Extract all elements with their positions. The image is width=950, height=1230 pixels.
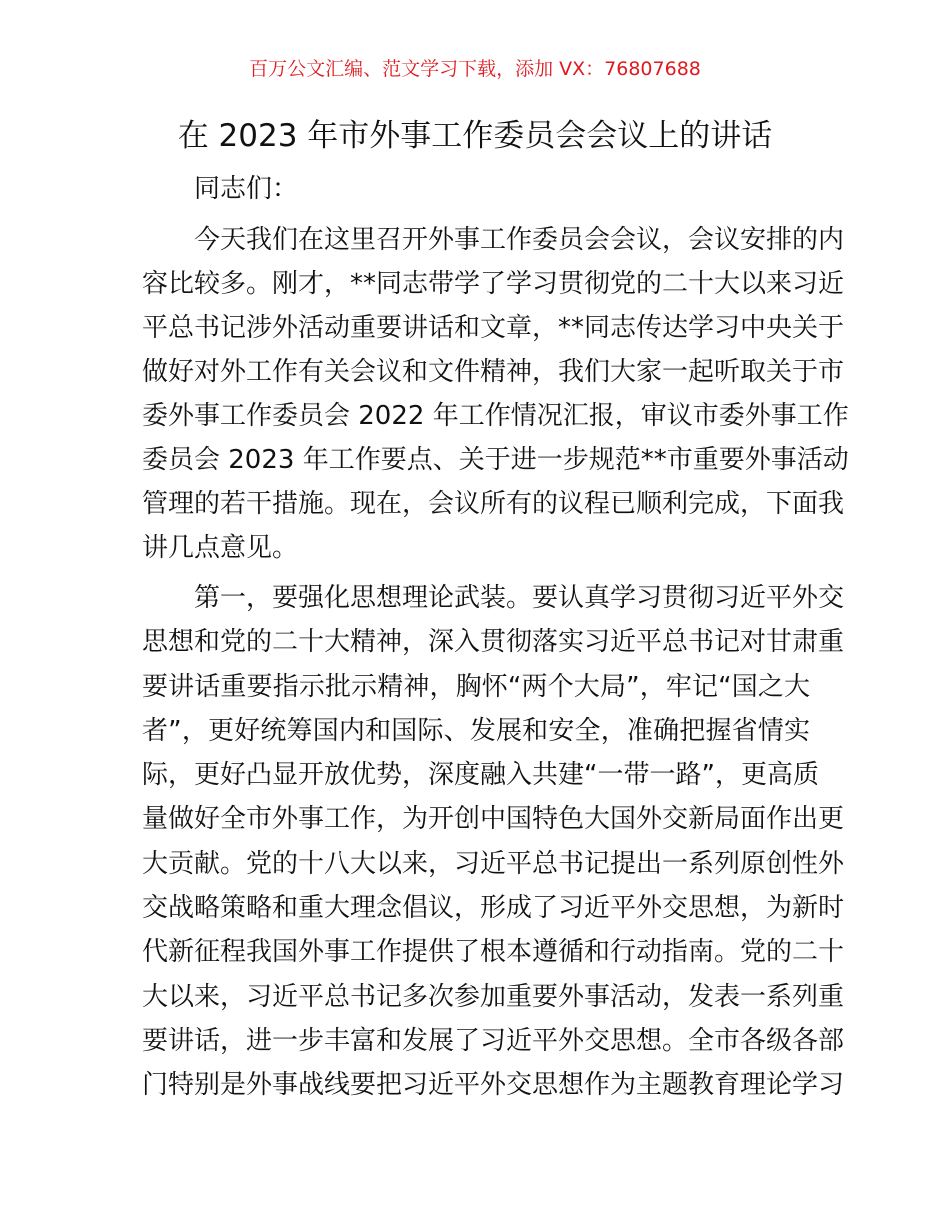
paragraph-line: 交战略策略和重大理念倡议，形成了习近平外交思想，为新时 — [142, 893, 845, 924]
paragraph-line: 者”，更好统筹国内和国际、发展和安全，准确把握省情实 — [142, 715, 810, 746]
paragraph-line: 量做好全市外事工作，为开创中国特色大国外交新局面作出更 — [142, 804, 845, 835]
watermark-header: 百万公文汇编、范文学习下载，添加 VX：76807688 — [249, 58, 701, 80]
paragraph-line: 讲几点意见。 — [142, 533, 299, 563]
paragraph-line: 容比较多。刚才，**同志带学了学习贯彻党的二十大以来习近 — [142, 269, 845, 299]
paragraph-line: 思想和党的二十大精神，深入贯彻落实习近平总书记对甘肃重 — [142, 627, 845, 658]
paragraph-line: 第一，要强化思想理论武装。要认真学习贯彻习近平外交 — [194, 583, 845, 613]
paragraph-line: 管理的若干措施。现在，会议所有的议程已顺利完成，下面我 — [142, 489, 845, 519]
paragraph-1 — [142, 218, 849, 570]
salutation-text: 同志们： — [194, 174, 299, 204]
paragraph-line: 大贡献。党的十八大以来，习近平总书记提出一系列原创性外 — [142, 848, 845, 879]
paragraph-line: 平总书记涉外活动重要讲话和文章，**同志传达学习中央关于 — [142, 313, 845, 343]
paragraph-line: 门特别是外事战线要把习近平外交思想作为主题教育理论学习 — [142, 1070, 845, 1101]
paragraph-line: 大以来，习近平总书记多次参加重要外事活动，发表一系列重 — [142, 981, 845, 1012]
paragraph-line: 要讲话重要指示批示精神，胸怀“两个大局”，牢记“国之大 — [142, 671, 810, 702]
paragraph-line: 委外事工作委员会 2022 年工作情况汇报，审议市委外事工作 — [142, 401, 849, 431]
paragraph-line: 代新征程我国外事工作提供了根本遵循和行动指南。党的二十 — [142, 937, 845, 968]
paragraph-line: 委员会 2023 年工作要点、关于进一步规范**市重要外事活动 — [142, 445, 849, 475]
salutation — [142, 166, 810, 212]
paragraph-line: 要讲话，进一步丰富和发展了习近平外交思想。全市各级各部 — [142, 1025, 845, 1056]
paragraph-line: 际，更好凸显开放优势，深度融入共建“一带一路”，更高质 — [142, 760, 819, 791]
paragraph-line: 做好对外工作有关会议和文件精神，我们大家一起听取关于市 — [142, 357, 845, 387]
document-title: 在 2023 年市外事工作委员会会议上的讲话 — [177, 118, 773, 154]
paragraph-2 — [142, 576, 845, 1108]
paragraph-line: 今天我们在这里召开外事工作委员会会议，会议安排的内 — [194, 225, 845, 255]
